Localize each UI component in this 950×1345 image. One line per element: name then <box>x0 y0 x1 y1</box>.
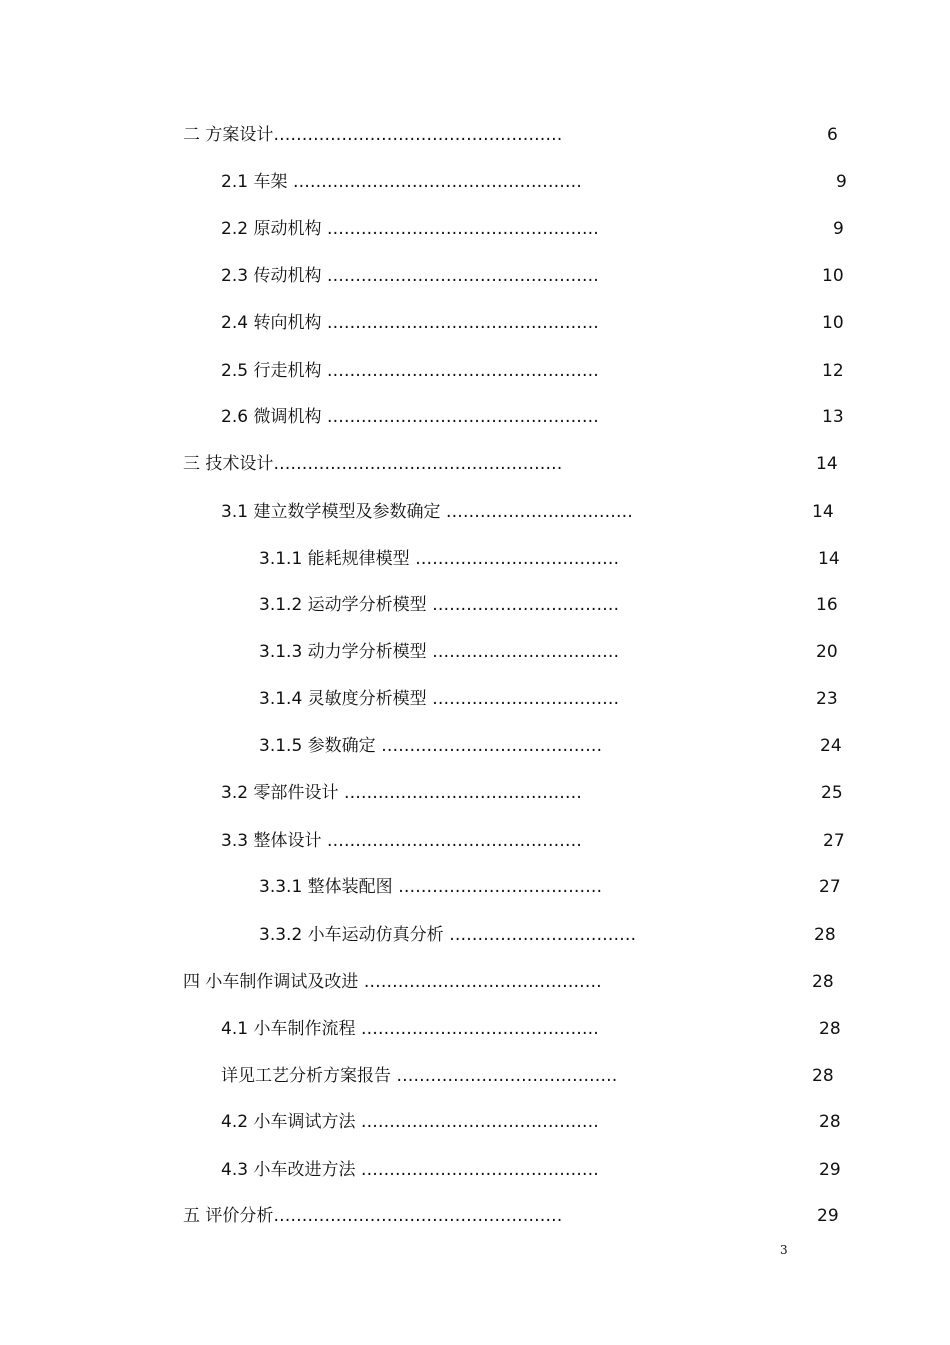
toc-entry-4-1[interactable] <box>0 1016 950 1042</box>
toc-entry-4[interactable] <box>0 969 950 995</box>
toc-entry-text: 五 评价分析…………………………………………… <box>183 1206 563 1226</box>
toc-entry-text: 四 小车制作调试及改进 …………………………………… <box>183 972 602 992</box>
toc-entry-3-1-1[interactable] <box>0 546 950 572</box>
toc-entry-page: 25 <box>821 783 843 803</box>
toc-entry-2-5[interactable] <box>0 358 950 384</box>
toc-entry-text: 3.2 零部件设计 …………………………………… <box>221 783 582 803</box>
toc-entry-text: 详见工艺分析方案报告 ………………………………… <box>221 1066 618 1086</box>
toc-entry-page: 14 <box>818 549 840 569</box>
toc-entry-page: 14 <box>812 502 834 522</box>
toc-entry-page: 28 <box>819 1112 841 1132</box>
toc-entry-text: 3.1 建立数学模型及参数确定 …………………………… <box>221 502 633 522</box>
toc-entry-page: 16 <box>816 595 838 615</box>
toc-entry-2-2[interactable] <box>0 216 950 242</box>
toc-entry-page: 20 <box>816 642 838 662</box>
toc-entry-page: 24 <box>820 736 842 756</box>
toc-entry-3-1[interactable] <box>0 499 950 525</box>
toc-entry-page: 10 <box>822 266 844 286</box>
toc-entry-page: 14 <box>816 454 838 474</box>
toc-entry-process-report[interactable] <box>0 1063 950 1089</box>
toc-entry-page: 28 <box>812 972 834 992</box>
toc-entry-3-3[interactable] <box>0 828 950 854</box>
toc-entry-4-3[interactable] <box>0 1157 950 1183</box>
toc-entry-3-3-1[interactable] <box>0 874 950 900</box>
toc-entry-2-4[interactable] <box>0 310 950 336</box>
toc-entry-page: 29 <box>819 1160 841 1180</box>
toc-entry-4-2[interactable] <box>0 1109 950 1135</box>
toc-entry-text: 2.6 微调机构 ………………………………………… <box>221 407 599 427</box>
toc-entry-page: 12 <box>822 361 844 381</box>
toc-entry-text: 3.1.4 灵敏度分析模型 …………………………… <box>259 689 620 709</box>
toc-entry-text: 4.3 小车改进方法 …………………………………… <box>221 1160 599 1180</box>
toc-entry-text: 2.1 车架 …………………………………………… <box>221 172 582 192</box>
toc-entry-3-2[interactable] <box>0 780 950 806</box>
toc-entry-5[interactable] <box>0 1203 950 1229</box>
toc-entry-3-3-2[interactable] <box>0 922 950 948</box>
toc-entry-text: 3.3 整体设计 ……………………………………… <box>221 831 582 851</box>
toc-entry-page: 29 <box>817 1206 839 1226</box>
toc-entry-text: 2.5 行走机构 ………………………………………… <box>221 361 599 381</box>
toc-entry-text: 3.3.2 小车运动仿真分析 …………………………… <box>259 925 637 945</box>
toc-entry-text: 三 技术设计…………………………………………… <box>183 454 563 474</box>
toc-entry-page: 9 <box>833 219 844 239</box>
toc-entry-page: 10 <box>822 313 844 333</box>
toc-entry-2[interactable] <box>0 122 950 148</box>
page-number: 3 <box>780 1243 788 1257</box>
toc-entry-page: 9 <box>836 172 847 192</box>
toc-entry-3[interactable] <box>0 451 950 477</box>
toc-entry-text: 2.4 转向机构 ………………………………………… <box>221 313 599 333</box>
toc-entry-page: 28 <box>812 1066 834 1086</box>
toc-entry-text: 3.3.1 整体装配图 ……………………………… <box>259 877 603 897</box>
toc-entry-2-3[interactable] <box>0 263 950 289</box>
toc-entry-3-1-2[interactable] <box>0 592 950 618</box>
toc-entry-text: 3.1.1 能耗规律模型 ……………………………… <box>259 549 620 569</box>
toc-entry-page: 28 <box>814 925 836 945</box>
toc-entry-3-1-5[interactable] <box>0 733 950 759</box>
toc-entry-page: 6 <box>827 125 838 145</box>
toc-entry-text: 3.1.5 参数确定 ………………………………… <box>259 736 603 756</box>
toc-entry-page: 13 <box>822 407 844 427</box>
toc-entry-text: 2.3 传动机构 ………………………………………… <box>221 266 599 286</box>
toc-entry-page: 27 <box>823 831 845 851</box>
toc-entry-page: 23 <box>816 689 838 709</box>
toc-entry-2-6[interactable] <box>0 404 950 430</box>
toc-entry-3-1-4[interactable] <box>0 686 950 712</box>
toc-entry-text: 二 方案设计…………………………………………… <box>183 125 563 145</box>
toc-entry-page: 27 <box>819 877 841 897</box>
toc-entry-page: 28 <box>819 1019 841 1039</box>
toc-entry-text: 4.2 小车调试方法 …………………………………… <box>221 1112 599 1132</box>
toc-entry-3-1-3[interactable] <box>0 639 950 665</box>
toc-entry-text: 2.2 原动机构 ………………………………………… <box>221 219 599 239</box>
toc-entry-text: 3.1.2 运动学分析模型 …………………………… <box>259 595 620 615</box>
toc-entry-text: 4.1 小车制作流程 …………………………………… <box>221 1019 599 1039</box>
toc-entry-2-1[interactable] <box>0 169 950 195</box>
toc-entry-text: 3.1.3 动力学分析模型 …………………………… <box>259 642 620 662</box>
